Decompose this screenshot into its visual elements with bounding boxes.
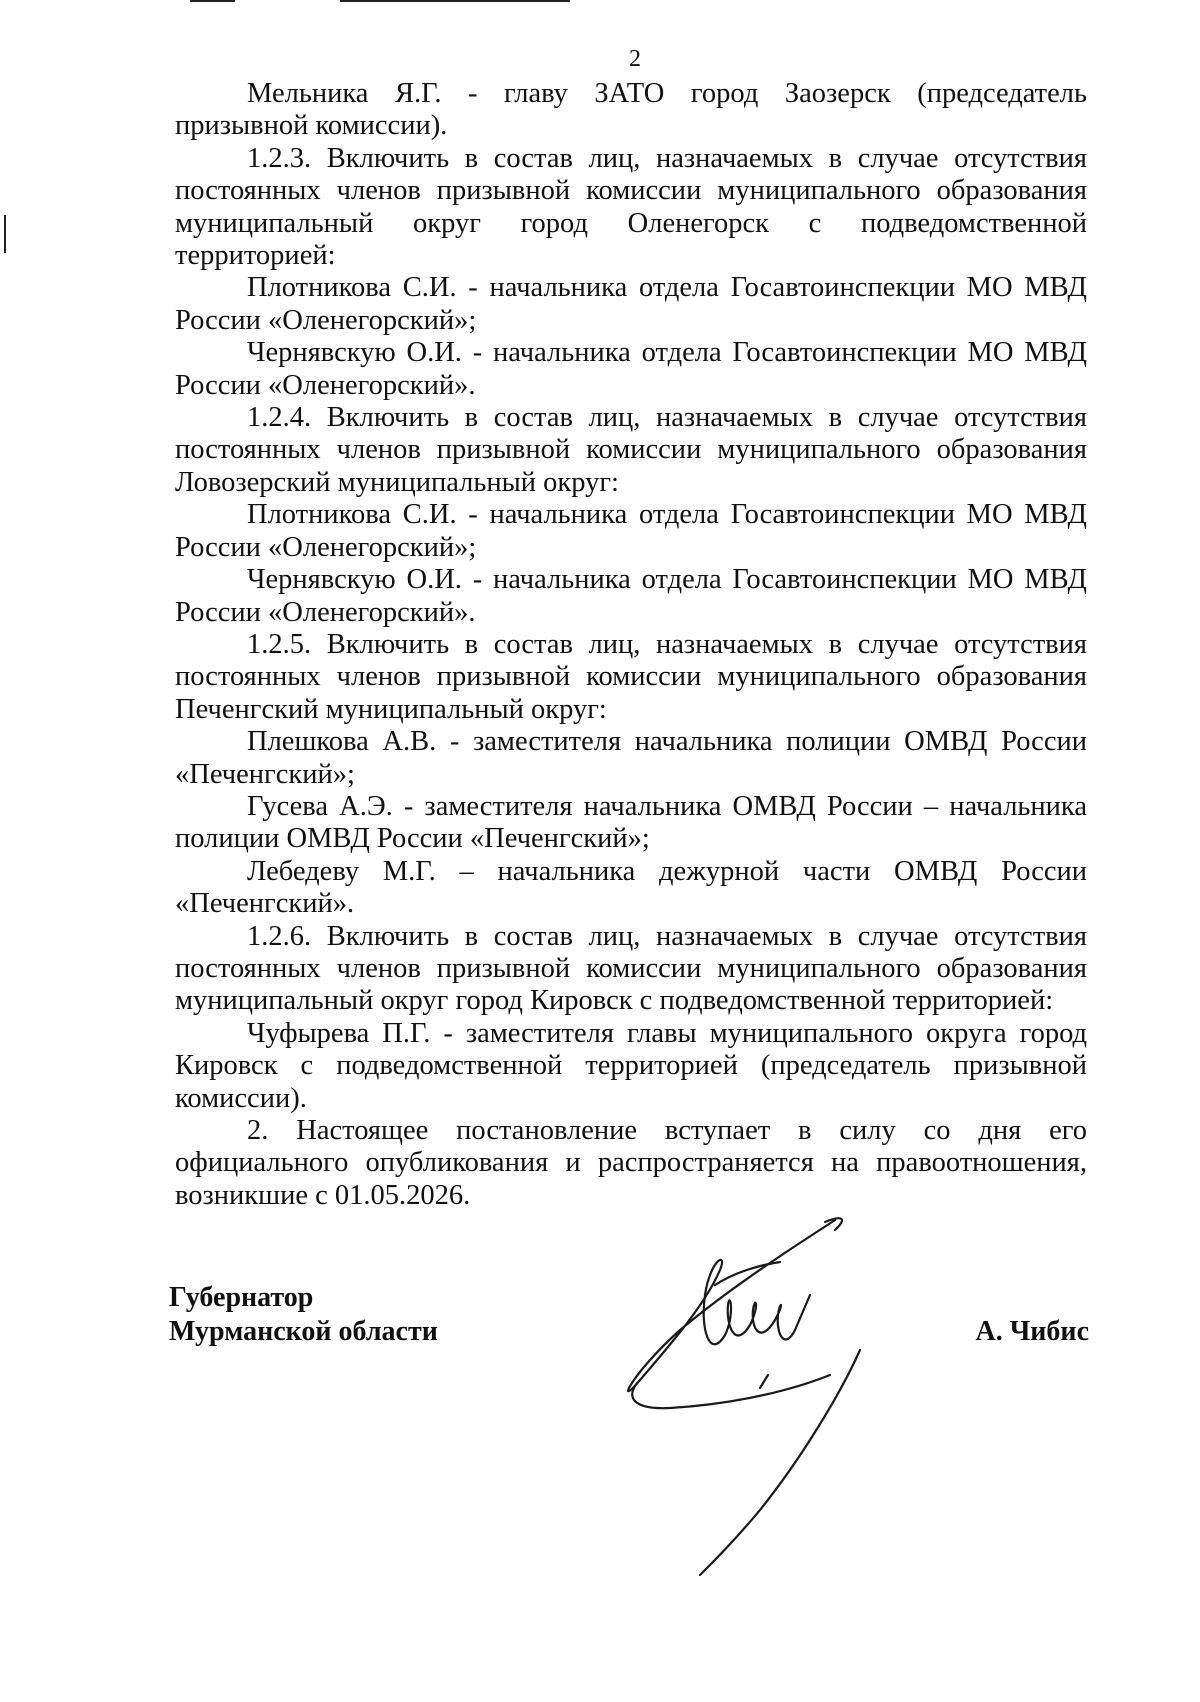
scan-artifact-left-edge <box>4 215 6 253</box>
signatory-name: А. Чибис <box>975 1316 1089 1347</box>
paragraph: Плотникова С.И. - начальника отдела Госавтоинспекции МО МВД России «Оленегорский»; <box>175 499 1087 563</box>
scan-artifact-top-left <box>190 0 235 2</box>
paragraph: Чернявскую О.И. - начальника отдела Госавтоинспекции МО МВД России «Оленегорский». <box>175 564 1087 628</box>
paragraph: Мельника Я.Г. - главу ЗАТО город Заозерск (председатель призывной комиссии). <box>175 78 1087 142</box>
paragraph: 1.2.3. Включить в состав лиц, назначаемых в случае отсутствия постоянных членов призывной комиссии муниципального образования муниципальный округ город Оленегорск с подведомственной территорией: <box>175 142 1087 272</box>
signatory-role-line: Мурманской области <box>169 1316 438 1347</box>
signatory-role <box>169 1281 438 1349</box>
paragraph: 1.2.5. Включить в состав лиц, назначаемых в случае отсутствия постоянных членов призывной комиссии муниципального образования Печенгский муниципальный округ: <box>175 628 1087 725</box>
paragraph: 1.2.4. Включить в состав лиц, назначаемых в случае отсутствия постоянных членов призывной комиссии муниципального образования Ловозерский муниципальный округ: <box>175 402 1087 498</box>
paragraph: Чуфырева П.Г. - заместителя главы муниципального округа город Кировск с подведомственной территорией (председатель призывной комиссии). <box>175 1017 1087 1114</box>
paragraph: 2. Настоящее постановление вступает в силу со дня его официального опубликования и распространяется на правоотношения, возникшие с 01.05.2026. <box>175 1115 1087 1211</box>
paragraph: Плешкова А.В. - заместителя начальника полиции ОМВД России «Печенгский»; <box>175 726 1087 790</box>
paragraph: 1.2.6. Включить в состав лиц, назначаемых в случае отсутствия постоянных членов призывной комиссии муниципального образования муниципальный округ город Кировск с подведомственной территорией: <box>175 920 1087 1017</box>
page-number: 2 <box>629 46 641 72</box>
paragraph: Гусева А.Э. - заместителя начальника ОМВД России – начальника полиции ОМВД России «Печенгский»; <box>175 790 1087 855</box>
document-body <box>175 78 1087 1212</box>
paragraph: Чернявскую О.И. - начальника отдела Госавтоинспекции МО МВД России «Оленегорский». <box>175 337 1087 401</box>
paragraph: Лебедеву М.Г. – начальника дежурной части ОМВД России «Печенгский». <box>175 855 1087 920</box>
paragraph: Плотникова С.И. - начальника отдела Госавтоинспекции МО МВД России «Оленегорский»; <box>175 272 1087 336</box>
handwritten-signature-icon <box>610 1210 940 1580</box>
signatory-role-line: Губернатор <box>169 1282 314 1313</box>
scan-artifact-top-center <box>340 0 570 2</box>
